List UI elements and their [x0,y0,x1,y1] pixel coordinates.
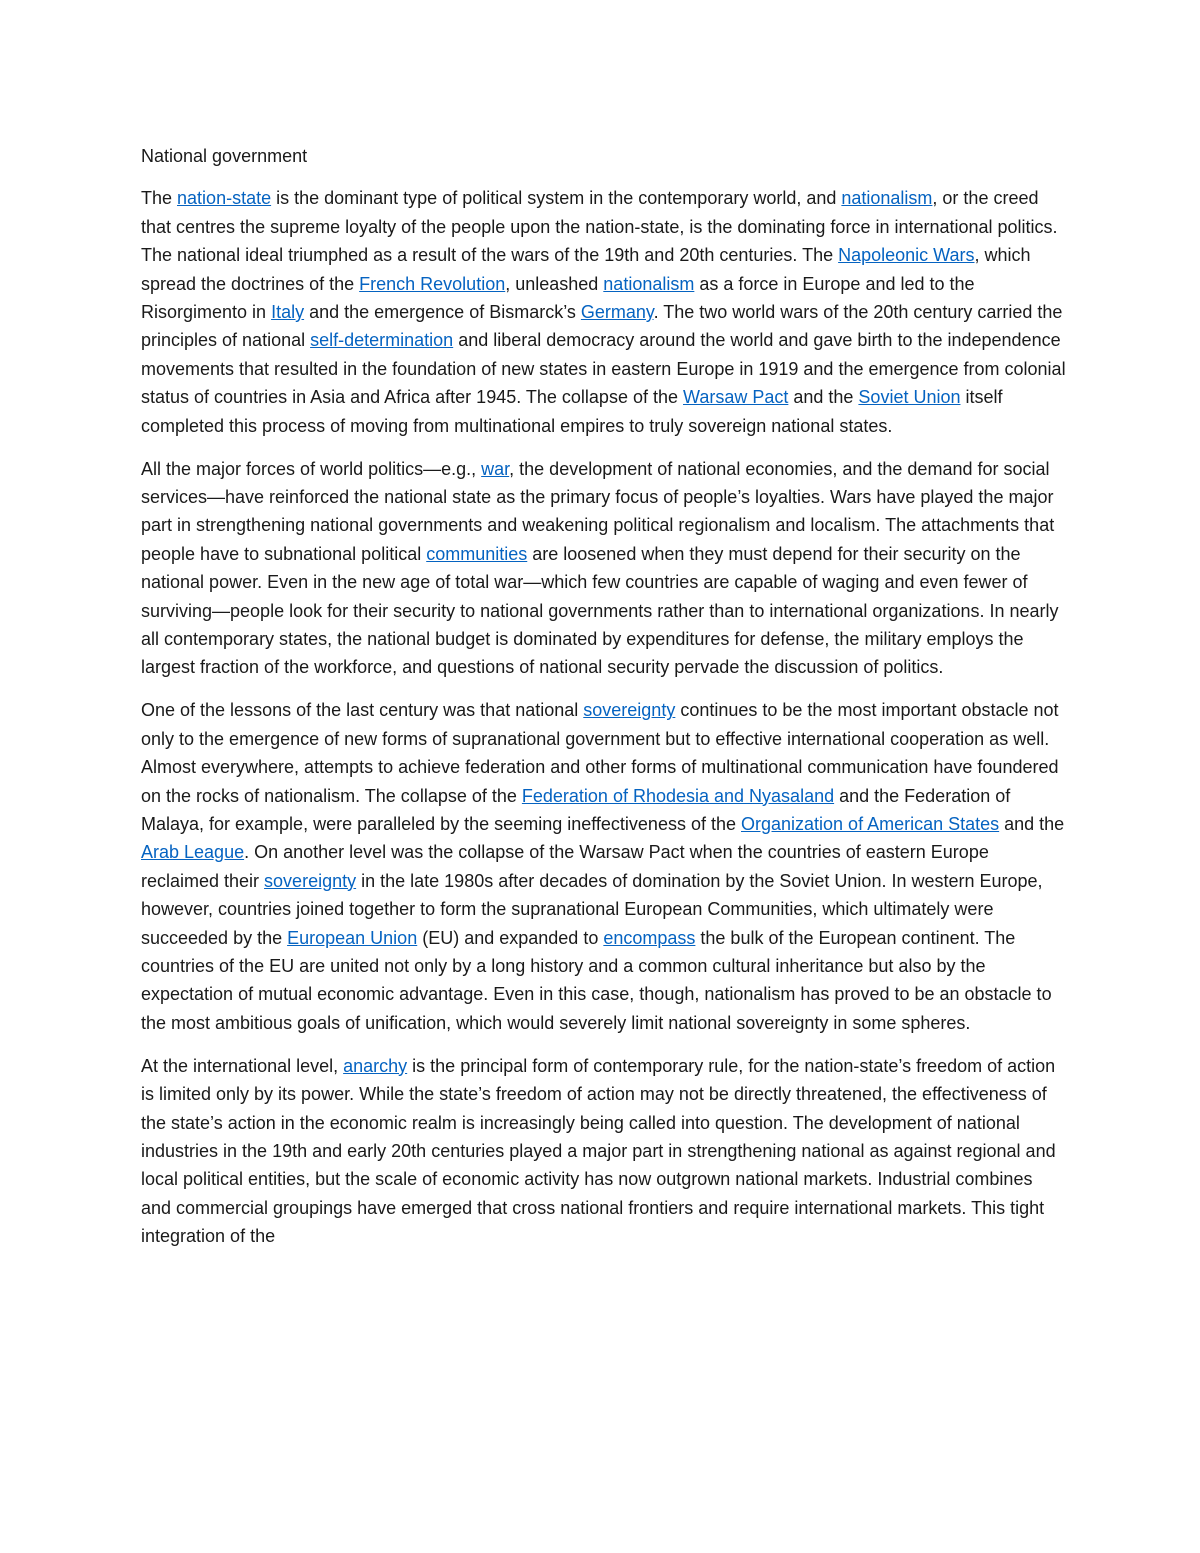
inline-link[interactable]: European Union [287,927,418,948]
inline-link[interactable]: Napoleonic Wars [838,245,975,266]
inline-link[interactable]: self-determination [310,330,454,351]
document-title: National government [141,146,308,166]
paragraph-text: are loosened when they must depend for their security on the national power. Even in the new age of total war—which few countries are capable of waging and even fewer of surviving—people look for their security to national governments rather than to international organizations. In nearly all contemporary states, the national budget is dominated by expenditures for defense, the military employs the largest fraction of the workforce, and questions of national security pervade the discussion of politics. [141,543,1059,678]
inline-link[interactable]: sovereignty [583,700,676,721]
paragraph-text: (EU) and expanded to [417,927,604,948]
paragraph-text: is the dominant type of political system in the contemporary world, and [271,188,842,209]
inline-link[interactable]: Federation of Rhodesia and Nyasaland [521,785,835,806]
inline-link[interactable]: nationalism [603,273,695,294]
paragraph-text: and the [999,813,1065,834]
paragraph-text: itself completed this process of moving from multinational empires to truly sovereign national states. [141,387,1003,436]
inline-link[interactable]: French Revolution [359,273,506,294]
paragraph-text: . On another level was the collapse of the Warsaw Pact when the countries of eastern Europe reclaimed their [141,842,989,891]
paragraph-list [141,184,1066,1250]
paragraph-text: One of the lessons of the last century was that national [141,700,584,721]
inline-link[interactable]: nation-state [177,188,272,209]
inline-link[interactable]: Italy [271,302,305,323]
inline-link[interactable]: communities [426,543,528,564]
inline-link[interactable]: Soviet Union [858,387,961,408]
paragraph-text: and liberal democracy around the world and gave birth to the independence movements that resulted in the foundation of new states in eastern Europe in 1919 and the emergence from colonial status of countries in Asia and Africa after 1945. The collapse of the [141,330,1066,408]
body-paragraph [141,696,1066,1037]
paragraph-text: , unleashed [505,273,604,294]
paragraph-text: and the emergence of Bismarck’s [304,302,581,323]
paragraph-text: , or the creed that centres the supreme loyalty of the people upon the nation-state, is the dominating force in international politics. The national ideal triumphed as a result of the wars of the 19th and 20th centuries. The [141,188,1058,266]
inline-link[interactable]: encompass [603,927,696,948]
paragraph-text: continues to be the most important obstacle not only to the emergence of new forms of supranational government but to effective international cooperation as well. Almost everywhere, attempts to achieve federation and other forms of multinational communication have foundered on the rocks of nationalism. The collapse of the [141,700,1059,806]
paragraph-text: the bulk of the European continent. The countries of the EU are united not only by a long history and a common cultural inheritance but also by the expectation of mutual economic advantage. Even in this case, though, nationalism has proved to be an obstacle to the most ambitious goals of unification, which would severely limit national sovereignty in some spheres. [141,927,1052,1033]
paragraph-text: , the development of national economies, and the demand for social services—have reinforced the national state as the primary focus of people’s loyalties. Wars have played the major part in strengthening national governments and weakening political regionalism and localism. The attachments that people have to subnational political [141,458,1055,564]
inline-link[interactable]: anarchy [343,1055,408,1076]
body-paragraph [141,1052,1066,1251]
paragraph-text: is the principal form of contemporary rule, for the nation-state’s freedom of action is limited only by its power. While the state’s freedom of action may not be directly threatened, the effectiveness of the state’s action in the economic realm is increasingly being called into question. The development of national industries in the 19th and early 20th centuries played a major part in strengthening national as against regional and local political entities, but the scale of economic activity has now outgrown national markets. Industrial combines and commercial groupings have emerged that cross national frontiers and require international markets. This tight integration of the [141,1055,1056,1247]
body-paragraph [141,455,1066,682]
paragraph-text: and the Federation of Malaya, for example, were paralleled by the seeming ineffectiveness of the [141,785,1011,834]
document-body [141,142,1066,1265]
paragraph-text: At the international level, [141,1055,344,1076]
inline-link[interactable]: war [481,458,510,479]
body-paragraph [141,184,1066,440]
paragraph-text: and the [788,387,859,408]
inline-link[interactable]: Warsaw Pact [683,387,789,408]
inline-link[interactable]: sovereignty [264,870,357,891]
inline-link[interactable]: Germany [580,302,654,323]
paragraph-text: as a force in Europe and led to the Risorgimento in [141,273,975,323]
paragraph-text: All the major forces of world politics—e.g., [141,458,482,479]
paragraph-text: , which spread the doctrines of the [141,245,1031,294]
paragraph-text: in the late 1980s after decades of domination by the Soviet Union. In western Europe, however, countries joined together to form the supranational European Communities, which ultimately were succeeded by the [141,870,1043,948]
inline-link[interactable]: Organization of American States [741,813,1000,834]
paragraph-text: . The two world wars of the 20th century carried the principles of national [141,302,1063,351]
inline-link[interactable]: Arab League [141,842,245,863]
paragraph-text: The [141,188,178,209]
inline-link[interactable]: nationalism [841,188,933,209]
